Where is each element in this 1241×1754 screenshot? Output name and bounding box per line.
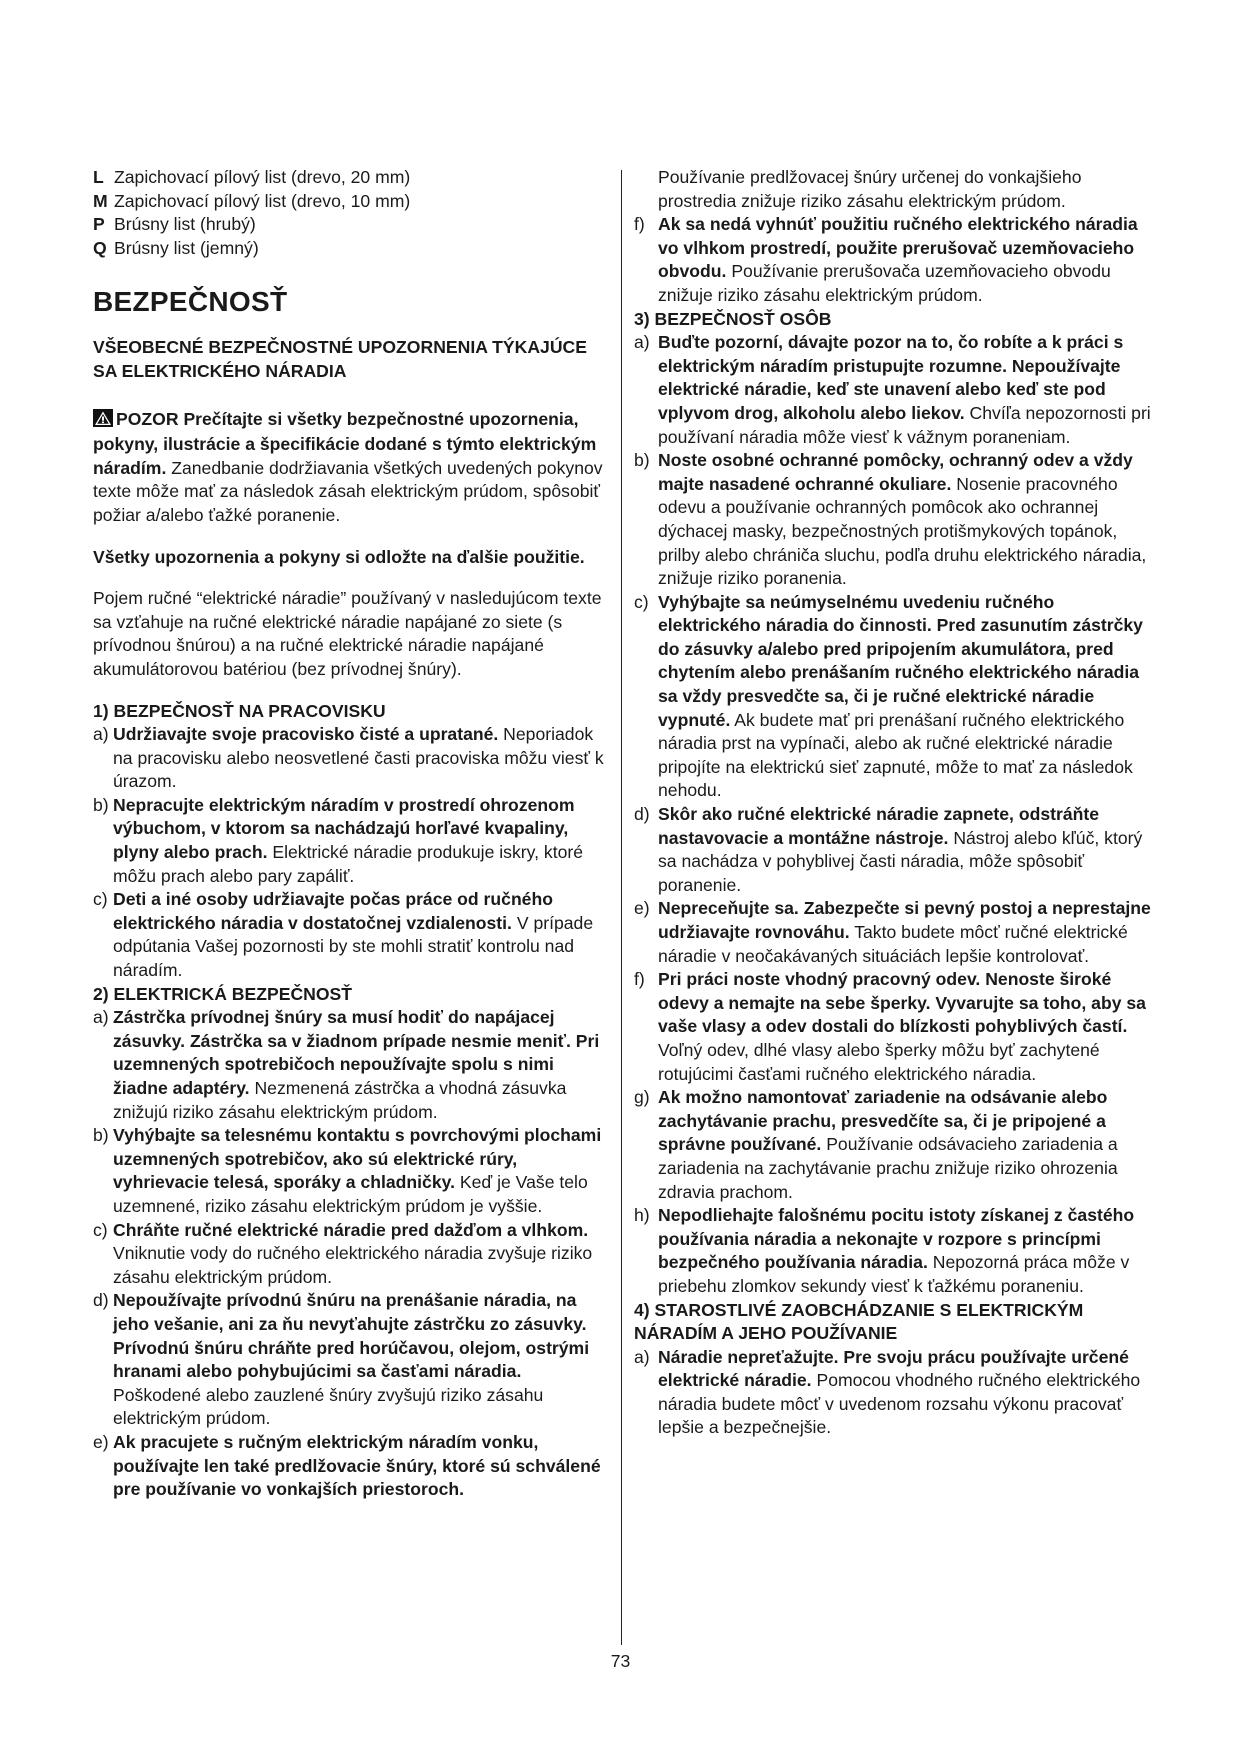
list-item: b) Noste osobné ochranné pomôcky, ochranný odev a vždy majte nasadené ochranné okuliare. Nosenie pracovného odevu a používanie ochranných pomôcok ako ochrannej dýchacej masky, bezpečnostných protišmykových topánok, prilby alebo chrániča sluchu, podľa druhu elektrického náradia, znižuje riziko poranenia. — [634, 450, 1147, 589]
heading-electrical-safety: 2) ELEKTRICKÁ BEZPEČNOSŤ — [93, 983, 353, 1004]
heading-work-area-safety: 1) BEZPEČNOSŤ NA PRACOVISKU — [93, 700, 386, 721]
list-item: e) Ak pracujete s ručným elektrickým náradím vonku, používajte len také predlžovacie šnúry, ktoré sú schválené pre používanie vo vonkajších priestoroch. — [93, 1431, 601, 1500]
list-item-continued: Používanie predlžovacej šnúry určenej do vonkajšieho prostredia znižuje riziko zásahu elektrickým prúdom. — [658, 167, 1082, 211]
list-item: g) Ak možno namontovať zariadenie na odsávanie alebo zachytávanie prachu, presvedčíte sa, či je pripojené a správne používané. Používanie odsávacieho zariadenia a zariadenia na zachytávanie prachu znižuje riziko ohrozenia zdravia prachom. — [634, 1087, 1118, 1202]
keep-note: Všetky upozornenia a pokyny si odložte na ďalšie použitie. — [93, 546, 585, 567]
list-item: h) Nepodliehajte falošnému pocitu istoty získanej z častého používania náradia a nekonajte v rozpore s princípmi bezpečného používania náradia. Nepozorná práca môže v priebehu zlomkov sekundy viesť k ťažkému poraneniu. — [634, 1205, 1135, 1296]
list-item: d) Skôr ako ručné elektrické náradie zapnete, odstráňte nastavovacie a montážne nástroje. Nástroj alebo kľúč, ktorý sa nachádza v pohyblivej časti náradia, môže spôsobiť poranenie. — [634, 804, 1143, 895]
list-item: b) Nepracujte elektrickým náradím v prostredí ohrozenom výbuchom, v ktorom sa nachádzajú horľavé kvapaliny, plyny alebo prach. Elektrické náradie produkuje iskry, ktoré môžu prach alebo pary zapáliť. — [93, 794, 584, 886]
part-item: M Zapichovací pílový list (drevo, 10 mm) — [93, 190, 411, 211]
section-subtitle: VŠEOBECNÉ BEZPEČNOSTNÉ UPOZORNENIA TÝKAJÚCE SA ELEKTRICKÉHO NÁRADIA — [93, 337, 587, 381]
part-item: L Zapichovací pílový list (drevo, 20 mm) — [93, 167, 411, 187]
list-item: b) Vyhýbajte sa telesnému kontaktu s povrchovými plochami uzemnených spotrebičov, ako sú elektrické rúry, vyhrievacie telesá, sporáky a chladničky. Keď je Vaše telo uzemnené, riziko zásahu elektrickým prúdom je vyššie. — [93, 1125, 602, 1216]
list-item: a) Udržiavajte svoje pracovisko čisté a upratané. Neporiadok na pracovisku alebo neosvetlené časti pracoviska môžu viesť k úrazom. — [93, 724, 604, 792]
list-item: c) Deti a iné osoby udržiavajte počas práce od ručného elektrického náradia v dostatočnej vzdialenosti. V prípade odpútania Vašej pozornosti by ste mohli stratiť kontrolu nad náradím. — [93, 889, 594, 981]
list-item: c) Vyhýbajte sa neúmyselnému uvedeniu ručného elektrického náradia do činnosti. Pred zasunutím zástrčky do zásuvky a/alebo pred pripojením akumulátora, pred chytením alebo prenášaním ručného elektrického náradia sa vždy presvedčte sa, či je ručné elektrické náradie vypnuté. Ak budete mať pri prenášaní ručného elektrického náradia prst na vypínači, alebo ak ručné elektrické náradie pripojíte na elektrickú sieť zapnuté, môže to mať za následok nehodu. — [634, 591, 1143, 801]
list-item: e) Nepreceňujte sa. Zabezpečte si pevný postoj a neprestajne udržiavajte rovnováhu. Takto budete môcť ručné elektrické náradie v neočakávaných situáciách lepšie kontrolovať. — [634, 898, 1151, 966]
left-column — [93, 166, 606, 1502]
list-item: f) Pri práci noste vhodný pracovný odev. Nenoste široké odevy a nemajte na sebe šperky. Vyvarujte sa toho, aby sa vaše vlasy a odev dostali do blízkosti pohyblivých častí. Voľný odev, dlhé vlasy alebo šperky môžu byť zachytené rotujúcimi časťami ručného elektrického náradia. — [634, 969, 1146, 1084]
list-item: c) Chráňte ručné elektrické náradie pred dažďom a vlhkom. Vniknutie vody do ručného elektrického náradia zvyšuje riziko zásahu elektrickým prúdom. — [93, 1219, 593, 1287]
list-item: a) Buďte pozorní, dávajte pozor na to, čo robíte a k práci s elektrickým náradím pristupujte rozumne. Nepoužívajte elektrické náradie, keď ste unavení alebo keď ste pod vplyvom drog, alkoholu alebo liekov. Chvíľa nepozornosti pri používaní náradia môže viesť k vážnym poraneniam. — [634, 332, 1151, 447]
section-title: BEZPEČNOSŤ — [93, 286, 288, 318]
right-column — [634, 166, 1154, 1440]
list-item: d) Nepoužívajte prívodnú šnúru na prenášanie náradia, na jeho vešanie, ani za ňu nevyťahujte zástrčku zo zásuvky. Prívodnú šnúru chráňte pred horúčavou, olejom, ostrými hranami alebo pohybujúcimi sa časťami náradia. Poškodené alebo zauzlené šnúry zvyšujú riziko zásahu elektrickým prúdom. — [93, 1290, 590, 1429]
parts-list — [93, 166, 606, 260]
column-divider — [621, 170, 622, 1645]
heading-tool-use-and-care: 4) STAROSTLIVÉ ZAOBCHÁDZANIE S ELEKTRICKÝM NÁRADÍM A JEHO POUŽÍVANIE — [634, 1299, 1084, 1344]
part-item: P Brúsny list (hrubý) — [93, 214, 256, 235]
list-item: a) Náradie nepreťažujte. Pre svoju prácu používajte určené elektrické náradie. Pomocou vhodného ručného elektrického náradia budete môcť v uvedenom rozsahu výkonu pracovať lepšie a bezpečnejšie. — [634, 1346, 1141, 1438]
list-item: a) Zástrčka prívodnej šnúry sa musí hodiť do napájacej zásuvky. Zástrčka sa v žiadnom prípade nesmie meniť. Pri uzemnených spotrebičoch nepoužívajte spolu s nimi žiadne adaptéry. Nezmenená zástrčka a vhodná zásuvka znižujú riziko zásahu elektrickým prúdom. — [93, 1007, 600, 1122]
definition-paragraph: Pojem ručné “elektrické náradie” používaný v nasledujúcom texte sa vzťahuje na ručné elektrické náradie napájané zo siete (s prívodnou šnúrou) a na ručné elektrické náradie napájané akumulátorovou batériou (bez prívodnej šnúry). — [93, 588, 602, 679]
part-item: Q Brúsny list (jemný) — [93, 237, 259, 258]
page-number: 73 — [610, 1651, 631, 1671]
warning-paragraph: POZOR Prečítajte si všetky bezpečnostné upozornenia, pokyny, ilustrácie a špecifikácie dodané s týmto elektrickým náradím. Zanedbanie dodržiavania všetkých uvedených pokynov texte môže mať za následok zásah elektrickým prúdom, spôsobiť požiar a/alebo ťažké poranenie. — [93, 408, 603, 525]
warning-icon — [93, 409, 113, 434]
list-item: f) Ak sa nedá vyhnúť použitiu ručného elektrického náradia vo vlhkom prostredí, použite prerušovač uzemňovacieho obvodu. Používanie prerušovača uzemňovacieho obvodu znižuje riziko zásahu elektrickým prúdom. — [634, 214, 1138, 305]
heading-personal-safety: 3) BEZPEČNOSŤ OSÔB — [634, 308, 832, 329]
